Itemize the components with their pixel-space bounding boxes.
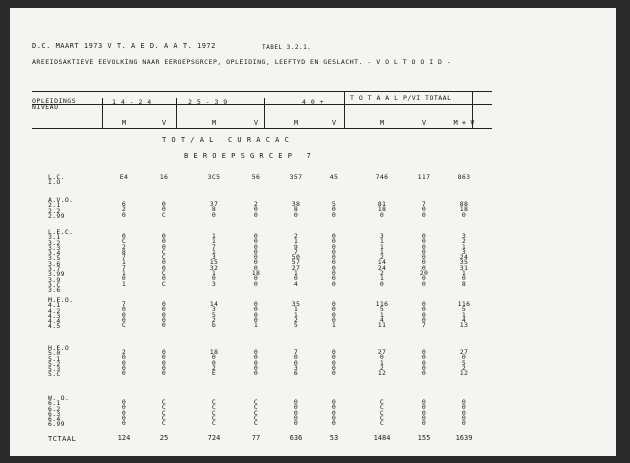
totals-label: TCTAAL <box>48 435 77 443</box>
table-cell: 2 0 0 <box>253 200 259 219</box>
row-group-labels: L.E.C. 3.1 3.2 3.3 3.4 3.5 3.6 3.7 3.99 3.9 3.C 3.6 <box>48 228 74 295</box>
table-cell: 0 0 0 0 0 <box>161 348 167 378</box>
table-cell: 27 0 1 2 12 <box>377 348 387 378</box>
table-cell: 0 C 2 8 7 1 7 1 0 1 <box>121 232 127 288</box>
sub-col-v: V <box>421 119 427 127</box>
row-group-labels: A.V.O. 2.1 2.2 2.99 <box>48 196 74 220</box>
table-cell: E4 <box>119 173 129 181</box>
table-cell: 0 0 0 0 0 0 0 20 0 0 <box>419 232 429 288</box>
header-rule-mid <box>32 104 492 105</box>
table-cell: 0 0 0 0 0 <box>293 398 299 428</box>
table-cell: C C C C C <box>253 398 259 428</box>
total-cell: 155 <box>417 434 431 442</box>
table-cell: 116 5 1 4 13 <box>457 300 471 330</box>
table-cell: 0 0 0 0 0 <box>253 348 259 378</box>
table-cell: 0 0 0 0 1 <box>253 300 259 330</box>
sub-col-v: V <box>161 119 167 127</box>
header-divider <box>102 98 103 128</box>
col-label: OPLEIDINGS NIVEAU <box>32 97 77 111</box>
sub-col-m: M <box>379 119 385 127</box>
total-cell: 25 <box>159 434 169 442</box>
table-cell: 746 <box>375 173 389 181</box>
total-cell: 1484 <box>373 434 391 442</box>
table-cell: 18 0 0 2 E <box>209 348 219 378</box>
row-group-labels: L.C. I.O <box>48 173 65 187</box>
sub-col-m: M <box>293 119 299 127</box>
table-cell: 6 2 0 <box>121 200 127 219</box>
table-cell: 35 1 1 2 5 <box>291 300 301 330</box>
table-cell: 37 8 0 <box>209 200 219 219</box>
table-cell: 0 0 0 0 1 <box>331 300 337 330</box>
table-cell: 117 <box>417 173 431 181</box>
total-cell: 1639 <box>455 434 473 442</box>
table-cell: 7 0 0 <box>421 200 427 219</box>
age-group-4: T O T A A L P/VI TOTAAL <box>350 94 452 102</box>
table-cell: 0 0 0 0 0 <box>421 348 427 378</box>
sub-col-m: M <box>121 119 127 127</box>
table-title: AREEIDSAKTIEVE EEVOLKING NAAR EEROEPSGRCEP, OPLEIDING, LEEFTYD EN GESLACHT. - V O L T O O I D - <box>32 58 452 66</box>
table-cell: 0 0 0 C C 0 0 C 0 C <box>161 232 167 288</box>
area-heading: T O T / A L C U R A C A C <box>162 136 290 144</box>
row-group-labels: H.E.O 5.0 5.1 5.2 5.3 5.C <box>48 344 70 379</box>
row-group-labels: M.E.O. 4.1 4.2 4.3 4.4 4.5 <box>48 296 74 331</box>
table-cell: 0 0 0 0 0 <box>121 398 127 428</box>
group-heading: B E R O E P S G R C E P 7 <box>184 152 312 160</box>
table-cell: 0 0 0 0 0 <box>421 398 427 428</box>
table-cell: C C C C C <box>211 398 217 428</box>
total-cell: 77 <box>251 434 261 442</box>
sub-col-m: M <box>211 119 217 127</box>
table-cell: 116 5 1 4 11 <box>375 300 389 330</box>
table-cell: 2 0 0 0 0 <box>121 348 127 378</box>
table-cell: 14 3 5 2 b <box>209 300 219 330</box>
table-cell: 7 0 0 3 6 <box>293 348 299 378</box>
sub-col-v: V <box>331 119 337 127</box>
total-cell: 53 <box>329 434 339 442</box>
age-group-3: 4 0 + <box>302 98 325 106</box>
age-group-1: 1 4 - 2 4 <box>112 98 152 106</box>
table-cell: 0 0 0 0 0 <box>331 348 337 378</box>
total-cell: 636 <box>289 434 303 442</box>
table-cell: 16 <box>159 173 169 181</box>
table-cell: 0 0 0 0 0 <box>461 398 467 428</box>
table-cell: 0 0 0 0 0 <box>331 398 337 428</box>
table-cell: 3C5 <box>207 173 221 181</box>
table-cell: 0 0 0 0 0 0 0 0 0 0 <box>331 232 337 288</box>
age-group-2: 2 5 - 3 9 <box>188 98 228 106</box>
table-cell: 1 1 7 1 3 15 32 1 0 3 <box>209 232 219 288</box>
table-cell: 27 0 5 2 12 <box>459 348 469 378</box>
table-cell: 2 1 9 7 50 57 27 1 0 4 <box>291 232 301 288</box>
total-cell: 724 <box>207 434 221 442</box>
table-cell: 3 1 1 1 2 14 24 2 1 0 <box>377 232 387 288</box>
document-page <box>10 8 616 456</box>
table-cell: 45 <box>329 173 339 181</box>
table-cell: 81 18 0 <box>377 200 387 219</box>
table-cell: 0 0 0 0 7 <box>421 300 427 330</box>
header-rule-top <box>32 91 492 92</box>
table-cell: 88 18 0 <box>459 200 469 219</box>
sub-col-mv: M + V <box>453 119 475 127</box>
table-cell: 56 <box>251 173 261 181</box>
total-cell: 124 <box>117 434 131 442</box>
table-cell: 863 <box>457 173 471 181</box>
source-line: D.C. MAART 1973 V T. A E D. A A T. 1972 <box>32 42 216 50</box>
table-cell: 38 8 0 <box>291 200 301 219</box>
table-cell: 357 <box>289 173 303 181</box>
table-cell: 5 0 0 <box>331 200 337 219</box>
table-cell: 0 0 0 0 0 <box>161 300 167 330</box>
row-group-labels: W. O. 6.1 6.2 6.3 6.4 6.99 <box>48 394 70 429</box>
table-cell: 0 0 0 0 0 0 0 18 0 0 <box>251 232 261 288</box>
table-cell: C C C C C <box>161 398 167 428</box>
table-cell: 0 0 C <box>161 200 167 219</box>
sub-col-v: V <box>253 119 259 127</box>
table-cell: 7 0 0 0 C <box>121 300 127 330</box>
table-ref: TABEL 3.2.1. <box>262 44 312 51</box>
table-cell: C C C C C <box>379 398 385 428</box>
table-cell: 3 2 1 3 24 35 31 1 0 8 <box>459 232 469 288</box>
header-rule-bottom <box>32 128 492 129</box>
